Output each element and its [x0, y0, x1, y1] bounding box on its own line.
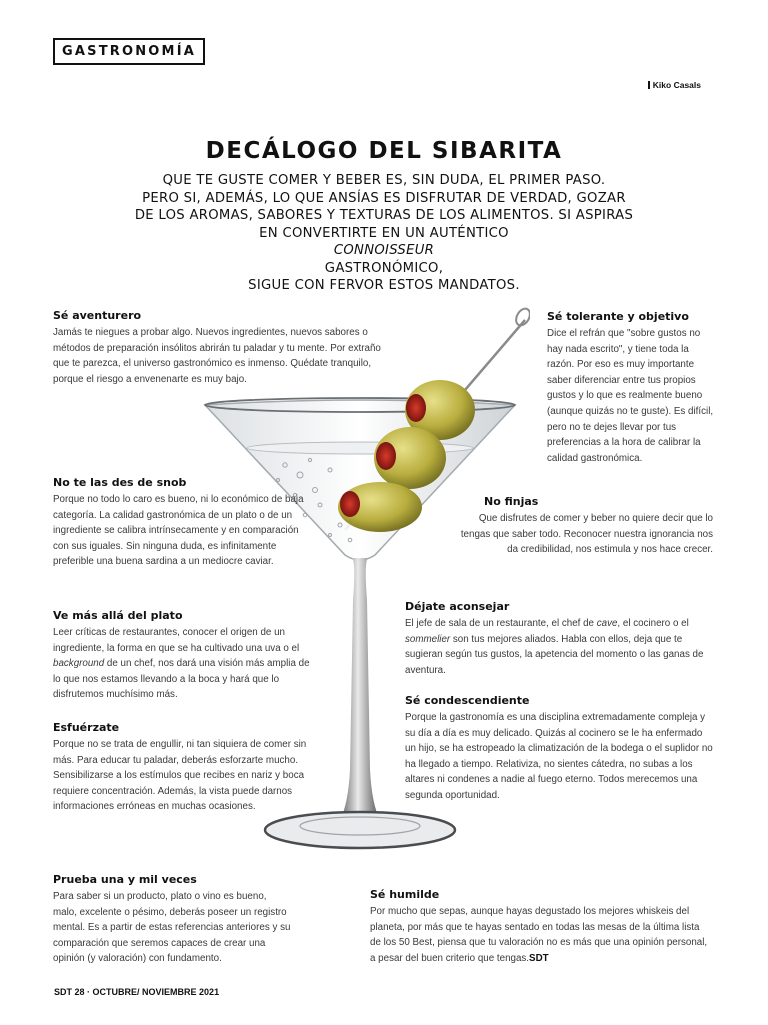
rule-plato	[53, 609, 315, 703]
rule-aconsejar	[405, 600, 713, 678]
rule-finjas	[448, 495, 713, 558]
rule-title: Sé humilde	[370, 888, 440, 901]
rule-humilde	[370, 888, 713, 966]
intro-line: PERO SI, ADEMÁS, LO QUE ANSÍAS ES DISFRUTAR DE VERDAD, GOZAR	[142, 190, 626, 206]
rule-title: No te las des de snob	[53, 476, 187, 489]
rule-text: Para saber si un producto, plato o vino es bueno, malo, excelente o pésimo, deberás poseer un registro mental. Es a partir de estas referencias anteriores y su comparación que seremos capaces de crear una opinión (y valoración) con fundamento.	[53, 891, 291, 965]
intro	[100, 172, 668, 295]
section-tag: GASTRONOMÍA	[53, 38, 205, 65]
rule-condescendiente	[405, 694, 713, 804]
page-title: DECÁLOGO DEL SIBARITA	[205, 138, 563, 164]
rule-text-part: son tus mejores aliados. Habla con ellos, deja que te sugieran según tus gustos, la apetencia del momento o las ganas de aventura.	[405, 633, 704, 676]
rule-title: No finjas	[484, 495, 539, 508]
pimiento	[376, 442, 396, 470]
rule-text: Porque no se trata de engullir, ni tan siquiera de comer sin más. Para educar tu paladar, deberás esforzarte mucho. Sensibilizarse a los estímulos que recibes en nariz y boca requiere concentración. Además, la vista puede darnos informaciones erróneas en muchas ocasiones.	[53, 739, 307, 813]
pimiento	[406, 394, 426, 422]
photo-credit	[648, 80, 701, 90]
rule-title: Sé aventurero	[53, 309, 142, 322]
rule-snob	[53, 476, 308, 570]
rule-title: Prueba una y mil veces	[53, 873, 197, 886]
rule-title: Sé tolerante y objetivo	[547, 310, 689, 323]
footer-brand: SDT	[54, 987, 72, 997]
rule-text-italic: background	[53, 658, 105, 670]
footer-date: · OCTUBRE/ NOVIEMBRE 2021	[87, 987, 220, 997]
rule-text-part: El jefe de sala de un restaurante, el chef de	[405, 618, 597, 629]
pimiento	[340, 491, 360, 517]
rule-esfuerzate	[53, 721, 318, 815]
intro-line	[100, 225, 668, 278]
rule-tolerante	[547, 310, 715, 466]
intro-text: GASTRONÓMICO,	[324, 260, 444, 276]
intro-line: QUE TE GUSTE COMER Y BEBER ES, SIN DUDA, EL PRIMER PASO.	[162, 173, 606, 188]
rule-text-part: , el cocinero o el	[617, 618, 689, 629]
rule-title: Ve más allá del plato	[53, 609, 183, 622]
sdt-signature: SDT	[529, 952, 549, 964]
rule-text	[370, 904, 713, 966]
rule-text	[53, 625, 315, 703]
pick-loop	[513, 306, 530, 328]
rule-title: Déjate aconsejar	[405, 600, 510, 613]
glass-stem	[340, 558, 380, 820]
rule-text: Dice el refrán que "sobre gustos no hay nada escrito", y tiene toda la razón. Por eso es muy importante saber diferenciar entre tus propios gustos y lo que es realmente bueno (aunque quizás no te guste). Es difícil, pero no te dejes llevar por tus preferencias a la hora de calibrar la calidad gastronómica.	[547, 328, 714, 464]
rule-text: Porque no todo lo caro es bueno, ni lo económico de baja categoría. La calidad gastronómica de un plato o de un ingrediente se calibra intrínsecamente y en comparación con sus iguales. Sin ninguna duda, es infinitamente preferible una buena sardina a un mediocre caviar.	[53, 494, 304, 568]
page-footer	[54, 987, 219, 997]
intro-line: DE LOS AROMAS, SABORES Y TEXTURAS DE LOS ALIMENTOS. SI ASPIRAS	[134, 208, 634, 223]
rule-text	[405, 616, 713, 678]
rule-text-part: Leer críticas de restaurantes, conocer el origen de un ingrediente, la forma en que se ha cultivado una uva o el	[53, 627, 300, 654]
page-number: 28	[74, 987, 85, 997]
rule-text-italic: cave	[596, 618, 618, 629]
camera-icon	[648, 81, 650, 89]
rule-title: Esfuérzate	[53, 721, 120, 734]
rule-text-part: de un chef, nos dará una visión más amplia de lo que nos estamos llevando a la boca y hará que lo disfrutemos muchísimo más.	[53, 658, 310, 701]
intro-italic: CONNOISSEUR	[333, 243, 435, 258]
credit-name: Kiko Casals	[652, 80, 701, 90]
rule-text: Que disfrutes de comer y beber no quiere decir que lo tengas que saber todo. Reconocer nuestra ignorancia nos da credibilidad, nos estimula y nos hace crecer.	[460, 513, 713, 556]
intro-text: EN CONVERTIRTE EN UN AUTÉNTICO	[259, 225, 509, 241]
intro-line: SIGUE CON FERVOR ESTOS MANDATOS.	[248, 278, 520, 293]
rule-text-part: Por mucho que sepas, aunque hayas degustado los mejores whiskeis del planeta, por más que te hayas sentado en todas las mesas de la última lista de los 50 Best, piensa que tu valoración no es más que una opinión personal, a pesar del buen criterio que tengas.	[370, 906, 708, 964]
rule-aventurero	[53, 309, 383, 387]
rule-prueba	[53, 873, 293, 967]
rule-text-italic: sommelier	[405, 633, 451, 645]
rule-title: Sé condescendiente	[405, 694, 530, 707]
rule-text: Jamás te niegues a probar algo. Nuevos ingredientes, nuevos sabores o métodos de preparación insólitos abrirán tu paladar y tu mente. Por extraño que te parezca, el universo gastronómico es inmenso. Quédate tranquilo, porque el riesgo a envenenarte es muy bajo.	[53, 327, 381, 385]
rule-text: Porque la gastronomía es una disciplina extremadamente compleja y su día a día es muy delicado. Quizás al cocinero se le ha enfermado un hijo, se ha estropeado la climatización de la bodega o el suplidor no ha llegado a tiempo. Relativiza, no sientes cátedra, no subas a los altares ni condenes a nadie al fuego eterno. Todos merecemos una segunda oportunidad.	[405, 712, 713, 801]
